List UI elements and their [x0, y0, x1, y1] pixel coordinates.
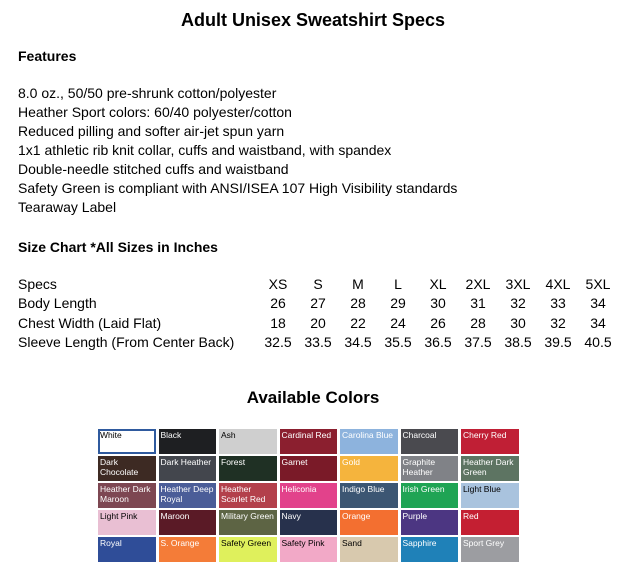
- size-chart-table: [18, 274, 618, 352]
- color-swatch[interactable]: [340, 456, 398, 481]
- color-swatch-label: Cherry Red: [463, 430, 507, 440]
- color-swatch-label: Dark Chocolate: [100, 457, 139, 477]
- size-chart-heading: Size Chart *All Sizes in Inches: [18, 239, 218, 255]
- color-swatch[interactable]: [461, 537, 519, 562]
- color-swatch[interactable]: [98, 456, 156, 481]
- color-swatch-label: Heather Scarlet Red: [221, 484, 266, 504]
- color-swatch[interactable]: [219, 483, 277, 508]
- table-cell: 18: [270, 314, 286, 331]
- color-swatch[interactable]: [98, 510, 156, 535]
- color-swatch[interactable]: [159, 510, 217, 535]
- feature-item: Double-needle stitched cuffs and waistband: [18, 161, 289, 177]
- color-swatch[interactable]: [219, 429, 277, 454]
- color-swatch-label: Red: [463, 511, 479, 521]
- color-swatch[interactable]: [401, 537, 459, 562]
- color-swatch[interactable]: [219, 510, 277, 535]
- color-swatch[interactable]: [461, 429, 519, 454]
- color-swatch[interactable]: [461, 510, 519, 535]
- color-swatch-label: Dark Heather: [160, 457, 212, 467]
- available-colors-heading: Available Colors: [246, 388, 380, 407]
- color-swatch-label: Royal: [100, 538, 122, 548]
- color-swatch[interactable]: [401, 483, 459, 508]
- color-swatch-label: Forest: [221, 457, 246, 467]
- color-swatch-label: Graphite Heather: [402, 457, 436, 477]
- color-swatch[interactable]: [340, 483, 398, 508]
- table-cell: 26: [430, 314, 446, 331]
- row-label: Body Length: [18, 295, 97, 312]
- table-cell: 26: [270, 295, 286, 312]
- color-swatch-label: Military Green: [221, 511, 274, 521]
- table-cell: 32: [510, 295, 526, 312]
- size-header-row: [18, 274, 618, 294]
- color-swatch[interactable]: [401, 510, 459, 535]
- color-swatch[interactable]: [280, 429, 338, 454]
- color-swatch-label: Safety Pink: [281, 538, 325, 548]
- color-swatch-label: Orange: [342, 511, 371, 521]
- row-label: Sleeve Length (From Center Back): [18, 334, 235, 351]
- color-swatch[interactable]: [98, 429, 156, 454]
- color-swatch-label: Garnet: [281, 457, 308, 467]
- table-cell: 30: [430, 295, 446, 312]
- table-cell: 34: [590, 295, 606, 312]
- feature-item: Reduced pilling and softer air-jet spun yarn: [18, 123, 285, 139]
- table-cell: 22: [350, 314, 366, 331]
- size-header-cell: S: [313, 275, 323, 292]
- color-swatch-label: S. Orange: [160, 538, 200, 548]
- size-header-cell: XL: [429, 275, 447, 292]
- features-heading: Features: [18, 48, 77, 64]
- color-swatch[interactable]: [461, 483, 519, 508]
- color-swatch[interactable]: [219, 456, 277, 481]
- color-swatch-label: Sapphire: [402, 538, 437, 548]
- color-swatch[interactable]: [340, 510, 398, 535]
- color-swatch-label: Heather Dark Maroon: [100, 484, 151, 504]
- color-swatch-label: Heather Deep Royal: [160, 484, 214, 504]
- table-cell: 34: [590, 314, 606, 331]
- table-cell: 30: [510, 314, 526, 331]
- color-swatch-label: Heather Dark Green: [463, 457, 514, 477]
- table-cell: 34.5: [344, 334, 372, 351]
- color-swatch-label: Purple: [402, 511, 428, 521]
- color-swatch[interactable]: [401, 456, 459, 481]
- table-cell: 32.5: [264, 334, 292, 351]
- table-cell: 38.5: [504, 334, 532, 351]
- color-swatch[interactable]: [340, 537, 398, 562]
- color-swatch[interactable]: [401, 429, 459, 454]
- color-swatch[interactable]: [219, 537, 277, 562]
- color-swatch-label: Sport Grey: [463, 538, 505, 548]
- color-swatch[interactable]: [159, 483, 217, 508]
- color-swatch-label: Sand: [342, 538, 362, 548]
- table-cell: 33.5: [304, 334, 332, 351]
- table-cell: 36.5: [424, 334, 452, 351]
- color-swatch[interactable]: [461, 456, 519, 481]
- table-cell: 35.5: [384, 334, 412, 351]
- page-title: Adult Unisex Sweatshirt Specs: [180, 10, 446, 30]
- table-cell: 27: [310, 295, 326, 312]
- table-cell: 31: [470, 295, 486, 312]
- size-header-cell: 5XL: [585, 275, 611, 292]
- size-header-cell: M: [352, 275, 364, 292]
- table-cell: 33: [550, 295, 566, 312]
- color-swatch[interactable]: [98, 483, 156, 508]
- table-cell: 37.5: [464, 334, 492, 351]
- table-cell: 39.5: [544, 334, 572, 351]
- table-row: [18, 313, 618, 333]
- size-header-cell: L: [394, 275, 402, 292]
- color-swatch-label: Light Pink: [100, 511, 138, 521]
- color-swatch[interactable]: [280, 483, 338, 508]
- table-cell: 29: [390, 295, 406, 312]
- color-swatch-label: Light Blue: [463, 484, 501, 494]
- color-swatch[interactable]: [280, 510, 338, 535]
- table-row: [18, 333, 618, 353]
- table-cell: 28: [350, 295, 366, 312]
- color-swatch-label: Heliconia: [281, 484, 317, 494]
- color-swatch[interactable]: [159, 456, 217, 481]
- color-swatch-label: White: [100, 430, 122, 440]
- feature-item: Safety Green is compliant with ANSI/ISEA 107 High Visibility standards: [18, 180, 458, 196]
- color-swatch-label: Carolina Blue: [342, 430, 394, 440]
- row-label: Chest Width (Laid Flat): [18, 314, 162, 331]
- color-swatch-label: Black: [160, 430, 182, 440]
- color-swatch[interactable]: [280, 456, 338, 481]
- size-header-cell: 2XL: [465, 275, 491, 292]
- color-swatch-label: Cardinal Red: [281, 430, 332, 440]
- table-row: [18, 294, 618, 314]
- size-header-cell: 3XL: [505, 275, 531, 292]
- feature-item: 8.0 oz., 50/50 pre-shrunk cotton/polyester: [18, 85, 277, 101]
- color-swatch[interactable]: [280, 537, 338, 562]
- color-swatch-label: Safety Green: [221, 538, 272, 548]
- color-swatch-label: Maroon: [160, 511, 190, 521]
- color-swatch-label: Gold: [342, 457, 360, 467]
- color-swatch[interactable]: [98, 537, 156, 562]
- feature-item: 1x1 athletic rib knit collar, cuffs and waistband, with spandex: [18, 142, 392, 158]
- size-header-cell: 4XL: [545, 275, 571, 292]
- table-cell: 40.5: [584, 334, 612, 351]
- color-swatch[interactable]: [340, 429, 398, 454]
- color-swatch-label: Navy: [281, 511, 301, 521]
- table-cell: 24: [390, 314, 406, 331]
- feature-item: Tearaway Label: [18, 199, 117, 215]
- color-swatch[interactable]: [159, 537, 217, 562]
- specs-header: Specs: [18, 275, 57, 292]
- color-swatch-label: Irish Green: [402, 484, 445, 494]
- feature-item: Heather Sport colors: 60/40 polyester/cotton: [18, 104, 292, 120]
- features-list: [18, 84, 457, 217]
- size-header-cell: XS: [268, 275, 288, 292]
- table-cell: 20: [310, 314, 326, 331]
- table-cell: 28: [470, 314, 486, 331]
- color-swatch[interactable]: [159, 429, 217, 454]
- color-swatch-label: Ash: [221, 430, 236, 440]
- color-swatch-grid: [97, 428, 521, 563]
- color-swatch-label: Indigo Blue: [342, 484, 385, 494]
- color-swatch-label: Charcoal: [402, 430, 437, 440]
- table-cell: 32: [550, 314, 566, 331]
